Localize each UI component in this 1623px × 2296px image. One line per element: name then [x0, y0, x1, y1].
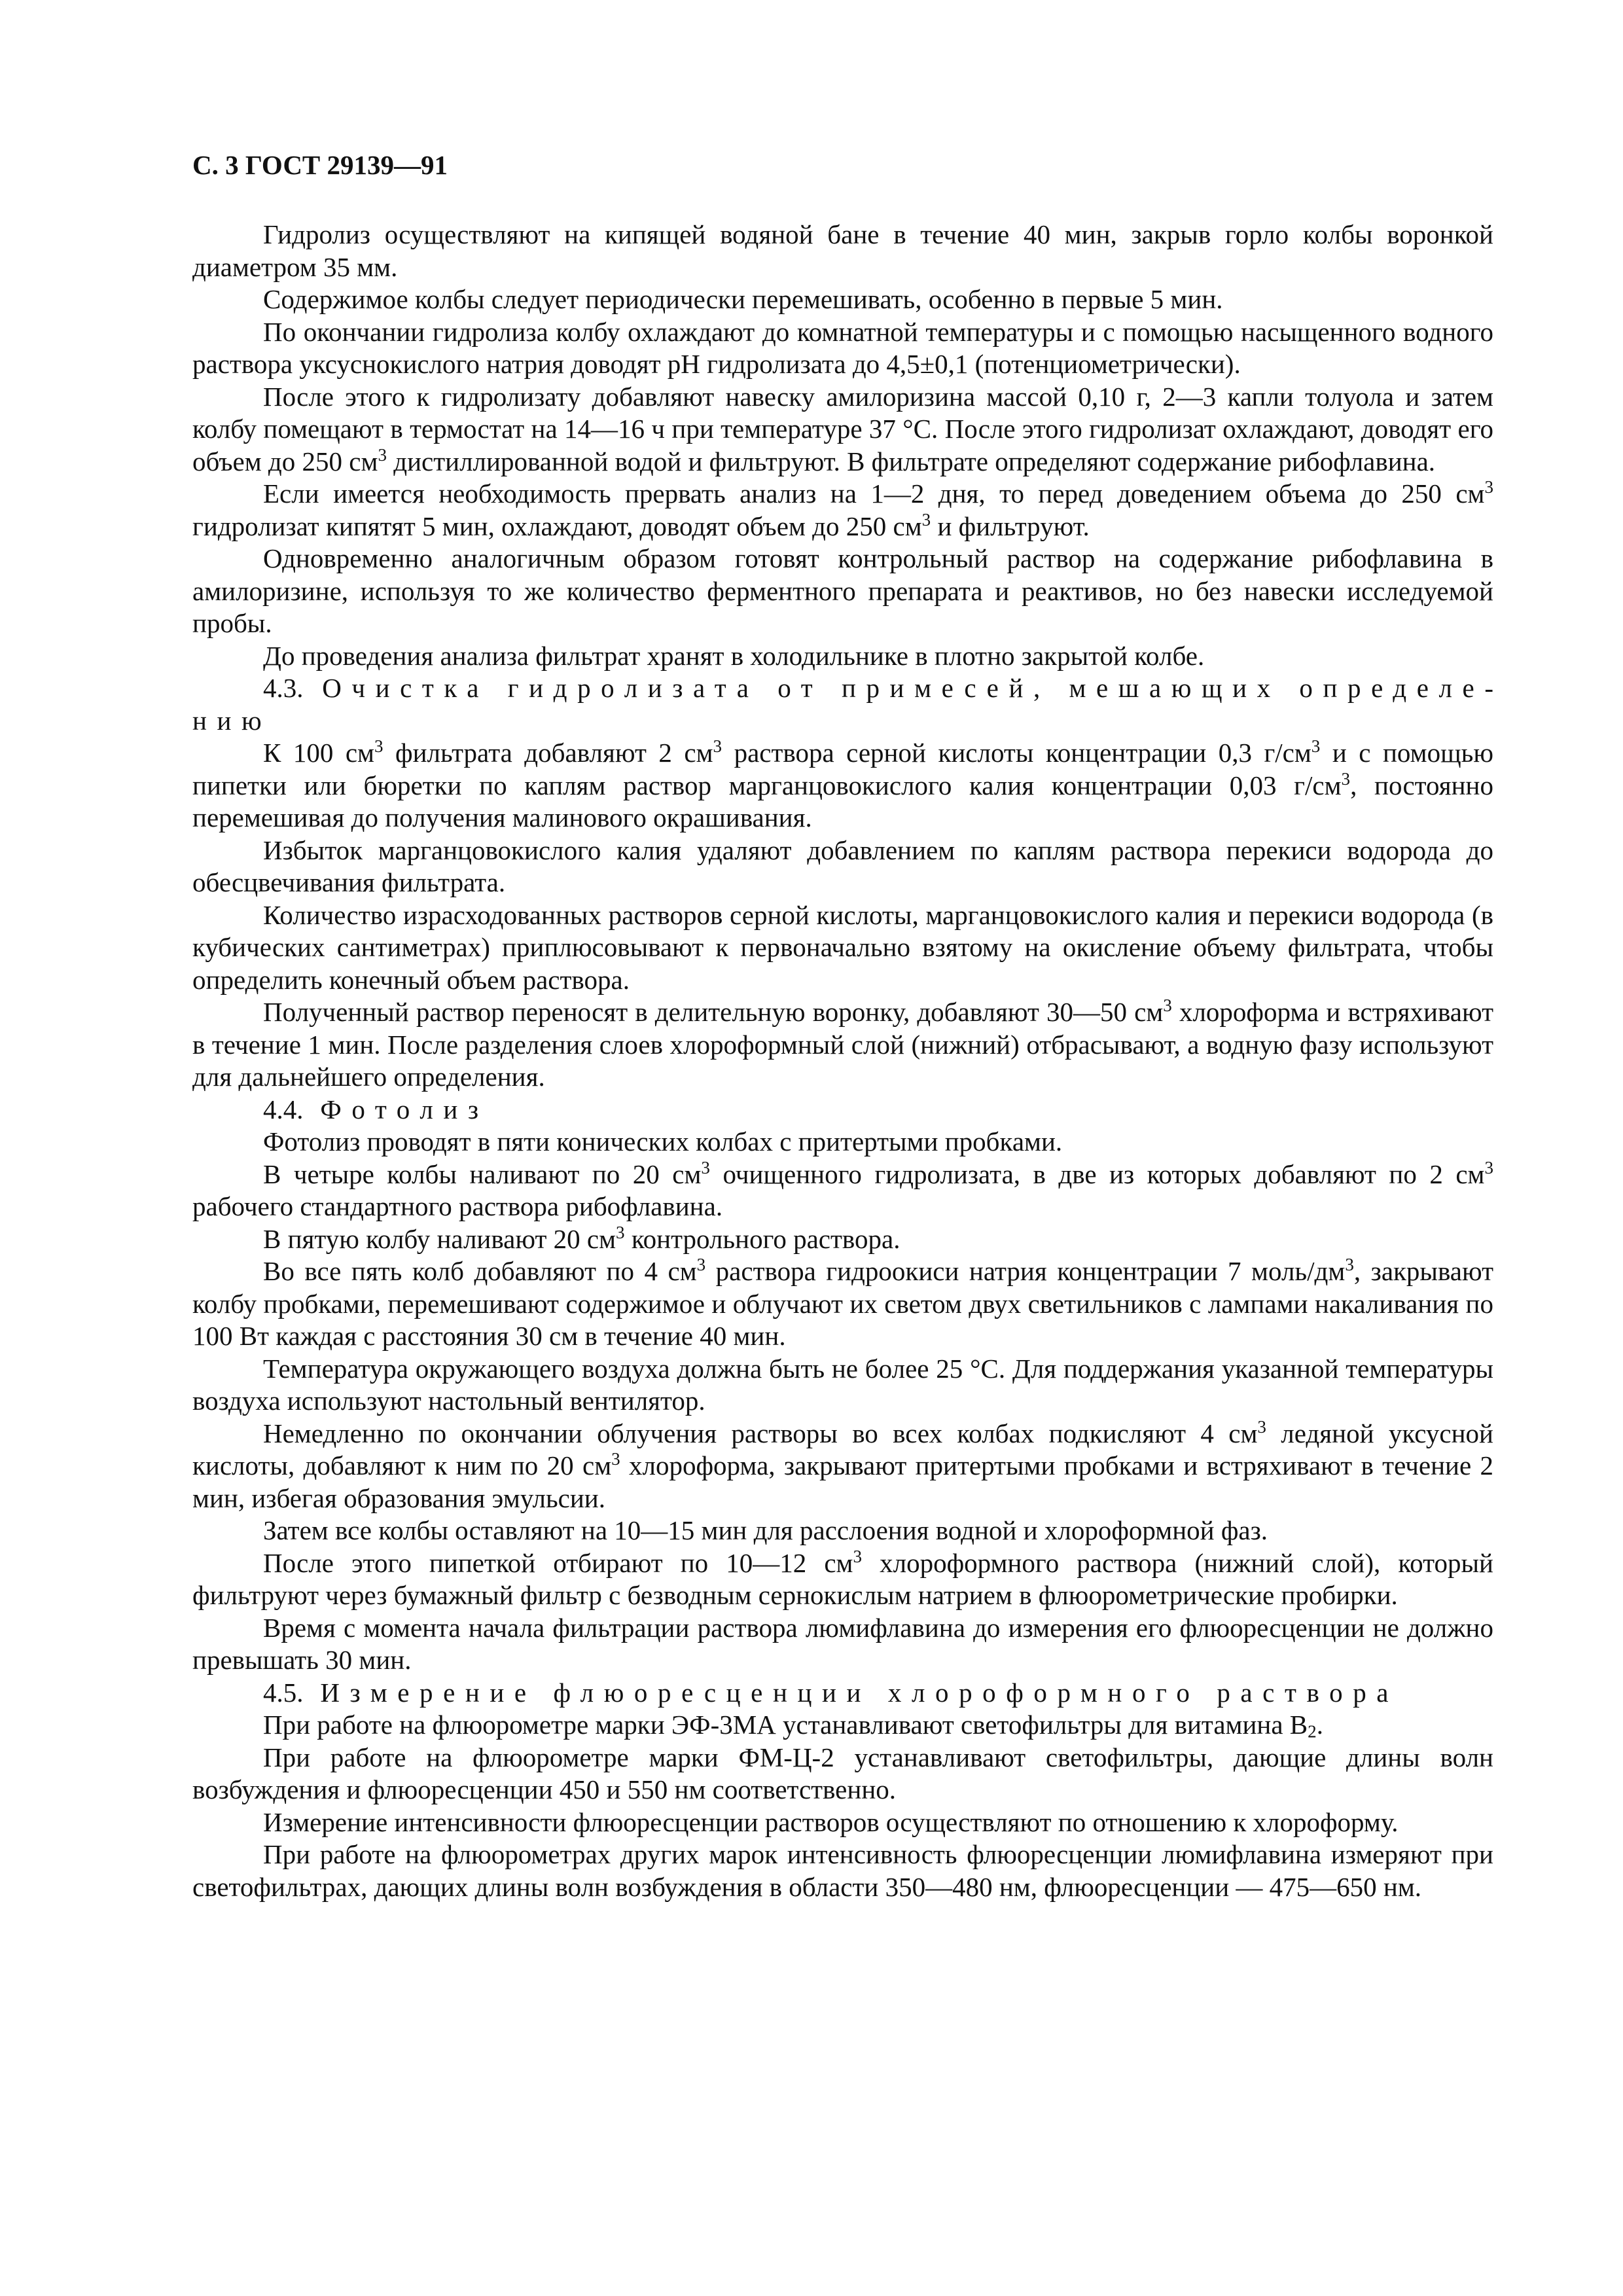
subscript: 2: [1308, 1721, 1317, 1742]
text-run: В пятую колбу наливают 20 см: [263, 1223, 616, 1254]
text-run: хлороформного раствора (нижний слой), который фильтруют через бумажный фильтр с безводным сернокислым натрием в флюорометрические пробирки.: [192, 1547, 1493, 1610]
section-heading: [192, 672, 1493, 737]
paragraph: [192, 1353, 1493, 1418]
paragraph: [192, 219, 1493, 283]
text-run: раствора серной кислоты концентрации 0,3 г/см: [722, 738, 1311, 768]
text-run: Измерение интенсивности флюоресценции растворов осуществляют по отношению к хлороформу.: [263, 1806, 1399, 1837]
text-run: До проведения анализа фильтрат хранят в холодильнике в плотно закрытой колбе.: [263, 640, 1205, 671]
text-run: Если имеется необходимость прервать анализ на 1—2 дня, то перед доведением объема до 250 см: [263, 478, 1485, 509]
paragraph: [192, 543, 1493, 640]
text-run: , закрывают колбу пробками, перемешивают содержимое и облучают их светом двух светильников с лампами накаливания по 100 Вт каждая с расстояния 30 см в течение 40 мин.: [192, 1256, 1494, 1351]
text-run: После этого к гидролизату добавляют навеску амилоризина массой 0,10 г, 2—3 капли толуола и затем колбу помещают в термостат на 14—16 ч при температуре 37 °С. После этого гидролизат охлаждают, доводят его объем до 250 см: [192, 381, 1493, 476]
text-run: рабочего стандартного раствора рибофлавина.: [192, 1191, 723, 1221]
document-page: [192, 145, 1493, 1903]
paragraph: [192, 1126, 1493, 1158]
section-heading: [192, 1677, 1493, 1710]
text-run: Содержимое колбы следует периодически перемешивать, особенно в первые 5 мин.: [263, 284, 1223, 314]
text-run: По окончании гидролиза колбу охлаждают до комнатной температуры и с помощью насыщенного водного раствора уксуснокислого натрия доводят рН гидролизата до 4,5±0,1 (потенциометрически).: [192, 316, 1493, 379]
superscript: 3: [1163, 996, 1172, 1016]
text-run: очищенного гидролизата, в две из которых добавляют по 2 см: [709, 1158, 1485, 1189]
text-run: В четыре колбы наливают по 20 см: [263, 1158, 702, 1189]
paragraph: [192, 1418, 1493, 1515]
text-run: Температура окружающего воздуха должна быть не более 25 °С. Для поддержания указанной температуры воздуха используют настольный вентилятор.: [192, 1353, 1493, 1416]
text-run: Затем все колбы оставляют на 10—15 мин для расслоения водной и хлороформной фаз.: [263, 1515, 1268, 1545]
section-title: Очистка гидролизата от примесей, мешающих определению: [192, 673, 1493, 736]
text-run: При работе на флюорометре марки ЭФ-3МА устанавливают светофильтры для витамина В: [263, 1710, 1308, 1740]
text-run: раствора гидроокиси натрия концентрации 7 моль/дм: [705, 1256, 1346, 1286]
paragraph: [192, 1547, 1493, 1612]
paragraph: [192, 478, 1493, 543]
section-heading: [192, 1094, 1493, 1126]
text-run: ледяной уксусной кислоты, добавляют к ним по 20 см: [192, 1418, 1493, 1480]
text-run: и с помощью пипетки или бюретки по каплям раствор марганцовокислого калия концентрации 0,03 г/см: [192, 738, 1493, 800]
text-run: и фильтруют.: [931, 511, 1090, 541]
superscript: 3: [853, 1546, 863, 1566]
paragraph: [192, 283, 1493, 316]
text-run: При работе на флюорометре марки ФМ-Ц-2 устанавливают светофильтры, дающие длины волн возбуждения и флюоресценции 450 и 550 нм соответственно.: [192, 1742, 1493, 1804]
text-run: хлороформа и встряхивают в течение 1 мин. После разделения слоев хлороформный слой (нижний) отбрасывают, а водную фазу используют для дальнейшего определения.: [192, 997, 1493, 1092]
paragraph: [192, 1709, 1493, 1742]
superscript: 3: [1311, 736, 1321, 757]
text-run: фильтрата добавляют 2 см: [383, 738, 713, 768]
paragraph: [192, 737, 1493, 834]
text-run: К 100 см: [263, 738, 374, 768]
document-body: [192, 219, 1493, 1903]
section-number: 4.3.: [263, 673, 304, 703]
superscript: 3: [696, 1255, 706, 1275]
superscript: 3: [374, 736, 383, 757]
paragraph: [192, 1806, 1493, 1839]
paragraph: [192, 1223, 1493, 1256]
text-run: Фотолиз проводят в пяти конических колбах с притертыми пробками.: [263, 1126, 1063, 1157]
superscript: 3: [378, 444, 387, 465]
paragraph: [192, 316, 1493, 381]
superscript: 3: [1484, 1157, 1494, 1177]
text-run: Во все пять колб добавляют по 4 см: [263, 1256, 697, 1286]
superscript: 3: [921, 509, 931, 529]
section-title: Фотолиз: [320, 1094, 489, 1124]
text-run: Время с момента начала фильтрации раствора люмифлавина до измерения его флюоресценции не должно превышать 30 мин.: [192, 1612, 1493, 1675]
text-run: Количество израсходованных растворов серной кислоты, марганцовокислого калия и перекиси водорода (в кубических сантиметрах) приплюсовывают к первоначально взятому на окисление объему фильтрата, чтобы определить конечный объем раствора.: [192, 899, 1493, 995]
superscript: 3: [1257, 1416, 1266, 1437]
page-header: С. 3 ГОСТ 29139—91: [192, 150, 448, 180]
section-title: Измерение флюоресценции хлороформного раствора: [320, 1677, 1399, 1708]
text-run: контрольного раствора.: [624, 1223, 901, 1254]
paragraph: [192, 1255, 1493, 1353]
text-run: , постоянно перемешивая до получения малинового окрашивания.: [192, 770, 1494, 833]
paragraph: [192, 1515, 1493, 1547]
text-run: Немедленно по окончании облучения растворы во всех колбах подкисляют 4 см: [263, 1418, 1258, 1448]
paragraph: [192, 1742, 1493, 1806]
text-run: гидролизат кипятят 5 мин, охлаждают, доводят объем до 250 см: [192, 511, 922, 541]
paragraph: [192, 1612, 1493, 1677]
text-run: При работе на флюорометрах других марок интенсивность флюоресценции люмифлавина измеряют при светофильтрах, дающих длины волн возбуждения в области 350—480 нм, флюоресценции — 475—650 нм.: [192, 1839, 1493, 1902]
text-run: Гидролиз осуществляют на кипящей водяной бане в течение 40 мин, закрыв горло колбы воронкой диаметром 35 мм.: [192, 219, 1493, 282]
text-run: Избыток марганцовокислого калия удаляют добавлением по каплям раствора перекиси водорода до обесцвечивания фильтрата.: [192, 834, 1493, 897]
paragraph: [192, 381, 1493, 478]
superscript: 3: [611, 1449, 620, 1469]
text-run: .: [1316, 1710, 1323, 1740]
superscript: 3: [1484, 477, 1493, 497]
paragraph: [192, 899, 1493, 997]
paragraph: [192, 1839, 1493, 1903]
superscript: 3: [1341, 768, 1351, 789]
text-run: Одновременно аналогичным образом готовят контрольный раствор на содержание рибофлавина в амилоризине, используя то же количество ферментного препарата и реактивов, но без навески исследуемой пробы.: [192, 543, 1493, 638]
text-run: хлороформа, закрывают притертыми пробками и встряхивают в течение 2 мин, избегая образования эмульсии.: [192, 1450, 1493, 1513]
superscript: 3: [616, 1222, 625, 1242]
paragraph: [192, 1158, 1493, 1223]
section-number: 4.5.: [263, 1677, 304, 1708]
superscript: 3: [1345, 1255, 1354, 1275]
text-run: После этого пипеткой отбирают по 10—12 см: [263, 1547, 853, 1578]
paragraph: [192, 996, 1493, 1094]
superscript: 3: [713, 736, 722, 757]
text-run: Полученный раствор переносят в делительную воронку, добавляют 30—50 см: [263, 997, 1164, 1027]
paragraph: [192, 834, 1493, 899]
text-run: дистиллированной водой и фильтруют. В фильтрате определяют содержание рибофлавина.: [386, 446, 1436, 476]
section-number: 4.4.: [263, 1094, 304, 1124]
paragraph: [192, 640, 1493, 673]
superscript: 3: [701, 1157, 710, 1177]
